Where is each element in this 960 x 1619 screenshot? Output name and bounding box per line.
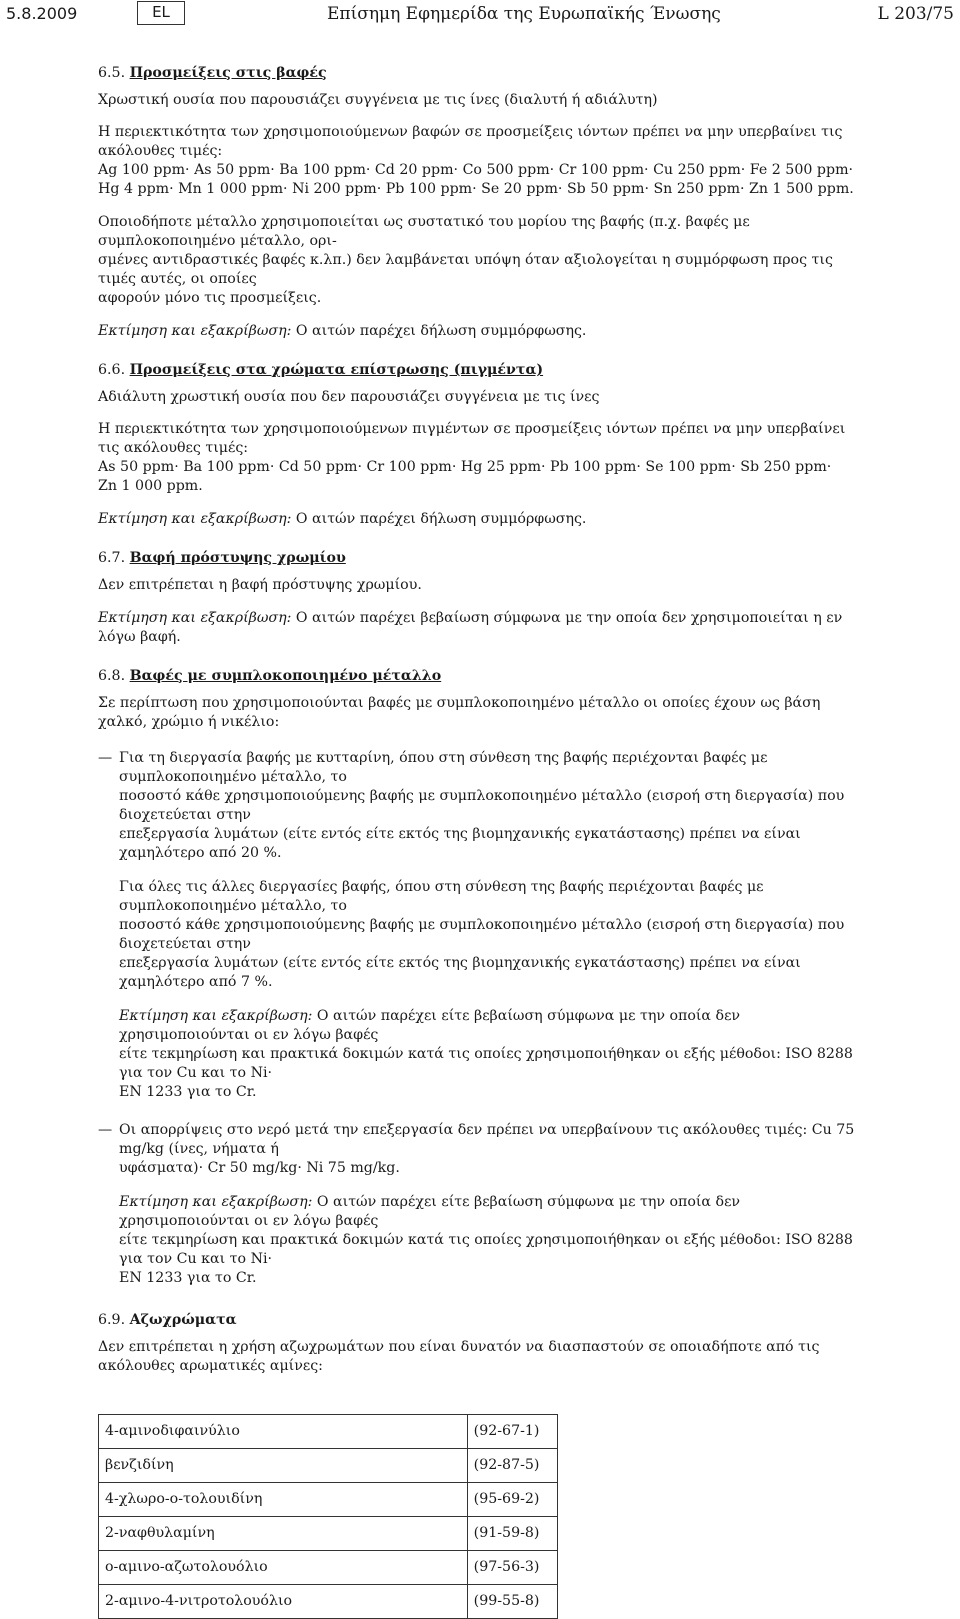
language-badge: EL [137,1,185,25]
paragraph [98,123,864,199]
paragraph: Αδιάλυτη χρωστική ουσία που δεν παρουσιάζει συγγένεια με τις ίνες [98,389,600,405]
section-6-9-heading [98,1311,864,1330]
amine-name-cell: 2-ναφθυλαμίνη [99,1517,468,1551]
cas-number-cell: (99-55-8) [467,1585,557,1619]
paragraph: Δεν επιτρέπεται η χρήση αζωχρωμάτων που είναι δυνατόν να διασπαστούν σε οποιαδήποτε από τις ακόλουθες αρωματικές αμίνες: [98,1339,820,1374]
text-line: ποσοστό κάθε χρησιμοποιούμενης βαφής με συμπλοκοποιημένο μέταλλο (εισροή στη διεργασία) που διοχετεύεται στην [119,788,845,823]
section-number: 6.7. [98,550,126,566]
table-row [99,1585,558,1619]
text-line: επεξεργασία λυμάτων (είτε εντός είτε εκτός της βιομηχανικής εγκατάστασης) πρέπει να είναι χαμηλότερο από 20 %. [119,826,801,861]
section-title: Βαφές με συμπλοκοποιημένο μέταλλο [129,668,442,684]
table-body [99,1415,558,1619]
text-line: Hg 4 ppm· Mn 1 000 ppm· Ni 200 ppm· Pb 100 ppm· Se 20 ppm· Sb 50 ppm· Sn 250 ppm· Zn 1 500 ppm. [98,181,854,197]
paragraph: Σε περίπτωση που χρησιμοποιούνται βαφές με συμπλοκοποιημένο μέταλλο οι οποίες έχουν ως βάση χαλκό, χρώμιο ή νικέλιο: [98,695,821,730]
text-line: ποσοστό κάθε χρησιμοποιούμενης βαφής με συμπλοκοποιημένο μέταλλο (εισροή στη διεργασία) που διοχετεύεται στην [119,917,845,952]
section-title: Προσμείξεις στις βαφές [129,65,327,81]
text-line [119,1193,864,1231]
text-line: Οι απορρίψεις στο νερό μετά την επεξεργασία δεν πρέπει να υπερβαίνουν τις ακόλουθες τιμές: Cu 75 mg/kg (ίνες, νήματα ή [119,1122,855,1157]
paragraph: Δεν επιτρέπεται η βαφή πρόστυψης χρωμίου. [98,577,422,593]
dash-bullet: — [98,750,113,766]
text-line [119,1007,864,1045]
cas-number-cell: (97-56-3) [467,1551,557,1585]
cas-number-cell: (95-69-2) [467,1483,557,1517]
assessment-paragraph [98,1007,864,1102]
text-line: EN 1233 για το Cr. [119,1270,257,1286]
text-line: EN 1233 για το Cr. [119,1084,257,1100]
section-6-5-heading [98,64,864,83]
paragraph [98,878,864,992]
text-line: είτε τεκμηρίωση και πρακτικά δοκιμών κατά τις οποίες χρησιμοποιήθηκαν οι εξής μέθοδοι: ISO 8288 για τον Cu και τo Ni· [119,1232,853,1267]
assessment-paragraph [98,609,864,647]
publication-date: 5.8.2009 [6,4,78,23]
table-row [99,1449,558,1483]
text-line: είτε τεκμηρίωση και πρακτικά δοκιμών κατά τις οποίες χρησιμοποιήθηκαν οι εξής μέθοδοι: ISO 8288 για τον Cu και τo Ni· [119,1046,853,1081]
cas-number-cell: (92-67-1) [467,1415,557,1449]
section-6-7-heading [98,549,864,568]
assessment-text: Ο αιτών παρέχει δήλωση συμμόρφωσης. [291,323,587,339]
text-line: Οποιοδήποτε μέταλλο χρησιμοποιείται ως συστατικό του μορίου της βαφής (π.χ. βαφές με συμπλοκοποιημένο μέταλλο, ορι- [98,214,750,249]
section-title: Προσμείξεις στα χρώματα επίστρωσης (πιγμέντα) [129,362,544,378]
assessment-label: Εκτίμηση και εξακρίβωση: [98,323,292,339]
paragraph: Χρωστική ουσία που παρουσιάζει συγγένεια με τις ίνες (διαλυτή ή αδιάλυτη) [98,92,658,108]
list-item [98,1121,864,1178]
aromatic-amines-table [98,1414,558,1619]
assessment-paragraph [98,1193,864,1288]
amine-name-cell: βενζιδίνη [99,1449,468,1483]
assessment-text: Ο αιτών παρέχει βεβαίωση σύμφωνα με την οποία δεν χρησιμοποιείται η εν λόγω βαφή. [98,610,843,645]
table-row [99,1551,558,1585]
table-row [99,1517,558,1551]
table-row [99,1483,558,1517]
section-number: 6.9. [98,1312,126,1328]
amine-name-cell: 2-αμινο-4-νιτροτολουόλιο [99,1585,468,1619]
assessment-label: Εκτίμηση και εξακρίβωση: [119,1194,313,1210]
assessment-text: Ο αιτών παρέχει είτε βεβαίωση σύμφωνα με την οποία δεν χρησιμοποιούνται οι εν λόγω βαφές [119,1008,741,1043]
page-reference: L 203/75 [877,4,954,24]
section-title: Αζωχρώματα [129,1312,237,1328]
text-line: Η περιεκτικότητα των χρησιμοποιούμενων πιγμέντων σε προσμείξεις ιόντων πρέπει να μην υπερβαίνει τις ακόλουθες τιμές: [98,421,846,456]
table-row [99,1415,558,1449]
cas-number-cell: (91-59-8) [467,1517,557,1551]
text-line: Η περιεκτικότητα των χρησιμοποιούμενων βαφών σε προσμείξεις ιόντων πρέπει να μην υπερβαίνει τις ακόλουθες τιμές: [98,124,843,159]
assessment-text: Ο αιτών παρέχει είτε βεβαίωση σύμφωνα με την οποία δεν χρησιμοποιούνται οι εν λόγω βαφές [119,1194,741,1229]
section-number: 6.5. [98,65,126,81]
journal-title: Επίσημη Εφημερίδα της Ευρωπαϊκής Ένωσης [327,4,721,24]
assessment-text: Ο αιτών παρέχει δήλωση συμμόρφωσης. [291,511,587,527]
page-header [0,2,960,28]
assessment-label: Εκτίμηση και εξακρίβωση: [119,1008,313,1024]
text-line: Ag 100 ppm· As 50 ppm· Ba 100 ppm· Cd 20 ppm· Co 500 ppm· Cr 100 ppm· Cu 250 ppm· Fe 2 500 ppm· [98,162,854,178]
section-6-6-heading [98,361,864,380]
amine-name-cell: 4-αμινοδιφαινύλιο [99,1415,468,1449]
text-line: επεξεργασία λυμάτων (είτε εντός είτε εκτός της βιομηχανικής εγκατάστασης) πρέπει να είναι χαμηλότερο από 7 %. [119,955,801,990]
assessment-paragraph [98,322,864,341]
assessment-label: Εκτίμηση και εξακρίβωση: [98,610,292,626]
paragraph [98,420,864,496]
dash-bullet: — [98,1122,113,1138]
section-title: Βαφή πρόστυψης χρωμίου [129,550,346,566]
amine-name-cell: ο-αμινο-αζωτολουόλιο [99,1551,468,1585]
text-line: σμένες αντιδραστικές βαφές κ.λπ.) δεν λαμβάνεται υπόψη όταν αξιολογείται η συμμόρφωση προς τις τιμές αυτές, οι οποίες [98,252,833,287]
section-number: 6.6. [98,362,126,378]
list-item [98,749,864,863]
section-6-8-heading [98,667,864,686]
amine-name-cell: 4-χλωρο-ο-τολουιδίνη [99,1483,468,1517]
text-line: As 50 ppm· Ba 100 ppm· Cd 50 ppm· Cr 100 ppm· Hg 25 ppm· Pb 100 ppm· Se 100 ppm· Sb 250 ppm· [98,459,832,475]
text-line: αφορούν μόνο τις προσμείξεις. [98,290,322,306]
text-line: υφάσματα)· Cr 50 mg/kg· Ni 75 mg/kg. [119,1160,400,1176]
cas-number-cell: (92-87-5) [467,1449,557,1483]
paragraph [98,213,864,308]
text-line: Για τη διεργασία βαφής με κυτταρίνη, όπου στη σύνθεση της βαφής περιέχονται βαφές με συμπλοκοποιημένο μέταλλο, το [119,750,768,785]
section-number: 6.8. [98,668,126,684]
text-line: Για όλες τις άλλες διεργασίες βαφής, όπου στη σύνθεση της βαφής περιέχονται βαφές με συμπλοκοποιημένο μέταλλο, το [119,879,764,914]
text-line: Zn 1 000 ppm. [98,478,203,494]
assessment-label: Εκτίμηση και εξακρίβωση: [98,511,292,527]
assessment-paragraph [98,510,864,529]
